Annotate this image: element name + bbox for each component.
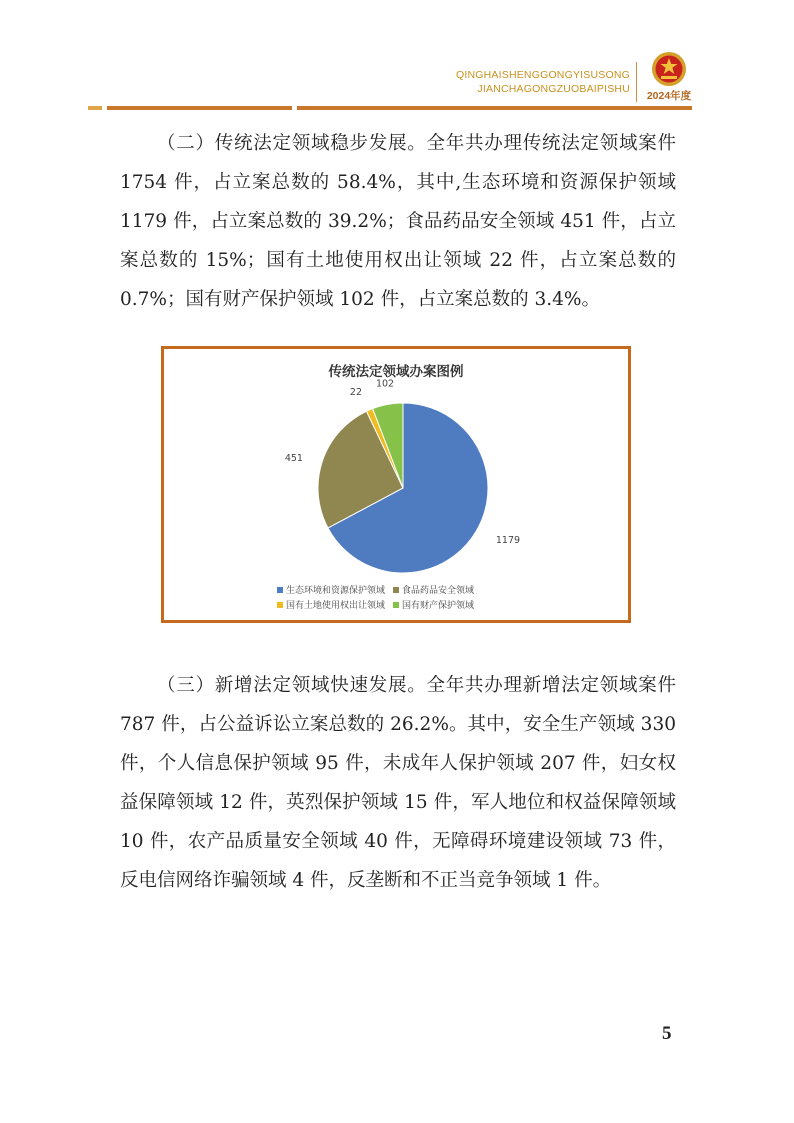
pie-chart-frame bbox=[161, 346, 631, 623]
header-rule bbox=[88, 106, 102, 110]
legend-swatch bbox=[277, 587, 283, 593]
header-line-1: QINGHAISHENGGONGYISUSONG bbox=[456, 69, 630, 81]
pie-data-label: 102 bbox=[375, 378, 395, 390]
paragraph-traditional-fields: （二）传统法定领域稳步发展。全年共办理传统法定领域案件 1754 件，占立案总数的 58.4%，其中,生态环境和资源保护领域 1179 件，占立案总数的 39.2%；食品药品安全领域 451 件，占立案总数的 15%；国有土地使用权出让领域 22 件，占立案总数的 0.7%；国有财产保护领域 102 件，占立案总数的 3.4%。 bbox=[120, 133, 676, 310]
header-divider bbox=[636, 62, 637, 102]
legend-item bbox=[277, 582, 385, 597]
header-year: 2024年度 bbox=[646, 90, 692, 102]
legend-item bbox=[393, 597, 474, 612]
pie-data-label: 22 bbox=[349, 387, 363, 399]
legend-label: 食品药品安全领域 bbox=[402, 586, 475, 596]
legend-label: 生态环境和资源保护领域 bbox=[286, 586, 386, 596]
legend-swatch bbox=[393, 587, 399, 593]
paragraph-new-fields: （三）新增法定领域快速发展。全年共办理新增法定领域案件 787 件，占公益诉讼立案总数的 26.2%。其中，安全生产领域 330 件，个人信息保护领域 95 件，未成年人保护领域 207 件，妇女权益保障领域 12 件，英烈保护领域 15 件，军人地位和权益保障领域 10 件，农产品质量安全领域 40 件，无障碍环境建设领域 73 件，反电信网络诈骗领域 4 件，反垄断和不正当竞争领域 1 件。 bbox=[120, 675, 676, 891]
header-rule bbox=[297, 106, 692, 110]
page-number: 5 bbox=[662, 1023, 672, 1044]
chart-title: 传统法定领域办案图例 bbox=[328, 364, 464, 380]
header-rule bbox=[107, 106, 292, 110]
procuratorate-emblem-icon bbox=[649, 50, 689, 88]
legend-item bbox=[277, 597, 385, 612]
header-title bbox=[456, 68, 630, 96]
legend-swatch bbox=[393, 602, 399, 608]
pie-chart bbox=[164, 349, 628, 620]
pie-data-label: 451 bbox=[284, 452, 303, 464]
legend-swatch bbox=[277, 602, 283, 608]
legend-label: 国有土地使用权出让领域 bbox=[286, 601, 386, 611]
chart-legend bbox=[277, 582, 537, 612]
legend-label: 国有财产保护领域 bbox=[402, 601, 475, 611]
legend-item bbox=[393, 582, 474, 597]
pie-data-label: 1179 bbox=[495, 534, 521, 546]
header-line-2: JIANCHAGONGZUOBAIPISHU bbox=[477, 83, 630, 95]
